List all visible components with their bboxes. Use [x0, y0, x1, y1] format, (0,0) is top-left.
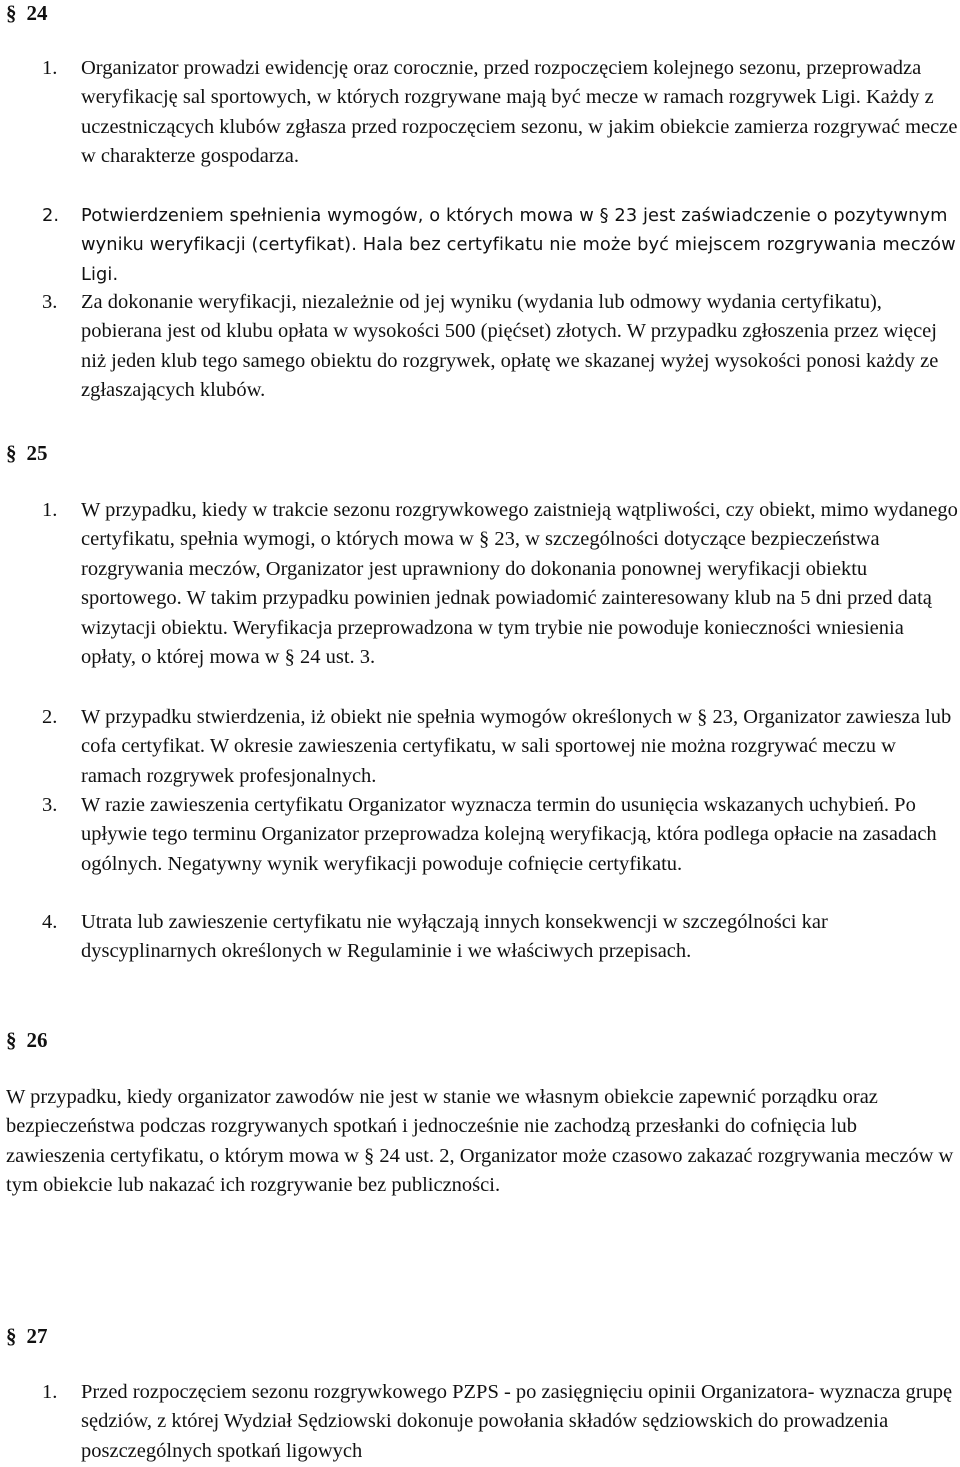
item-text: W razie zawieszenia certyfikatu Organizator wyznacza termin do usunięcia wskazanych uchybień. Po upływie tego terminu Organizator przeprowadza kolejną weryfikacją, która podlega opłacie na zasadach ogólnych. Negatywny wynik weryfikacji powoduje cofnięcie certyfikatu. — [81, 794, 937, 875]
section-symbol: § — [6, 1324, 17, 1348]
item-text: Utrata lub zawieszenie certyfikatu nie wyłączają innych konsekwencji w szczególności kar dyscyplinarnych określonych w Regulaminie i we właściwych przepisach. — [81, 911, 828, 963]
item-text: Organizator prowadzi ewidencję oraz corocznie, przed rozpoczęciem kolejnego sezonu, przeprowadza weryfikację sal sportowych, w których rozgrywane mają być mecze w ramach rozgrywek Ligi. Każdy z uczestniczących klubów zgłasza przed rozpoczęciem sezonu, w jakim obiekcie zamierza rozgrywać mecze w charakterze gospodarza. — [81, 57, 958, 168]
section-25-heading — [6, 440, 48, 466]
section-24-item-3 — [42, 288, 958, 406]
section-26-text: W przypadku, kiedy organizator zawodów nie jest w stanie we własnym obiekcie zapewnić porządku oraz bezpieczeństwa podczas rozgrywanych spotkań i jednocześnie nie zachodzą przesłanki do cofnięcia lub zawieszenia certyfikatu, o którym mowa w § 24 ust. 2, Organizator może czasowo zakazać rozgrywania meczów w tym obiekcie lub nakazać ich rozgrywanie bez publiczności. — [6, 1086, 954, 1197]
item-text: Potwierdzeniem spełnienia wymogów, o których mowa w § 23 jest zaświadczenie o pozytywnym wyniku weryfikacji (certyfikat). Hala bez certyfikatu nie może być miejscem rozgrywania meczów Ligi. — [81, 205, 956, 285]
section-25-item-2 — [42, 703, 958, 791]
item-number: 2. — [42, 205, 60, 226]
item-text: Za dokonanie weryfikacji, niezależnie od jej wyniku (wydania lub odmowy wydania certyfikatu), pobierana jest od klubu opłata w wysokości 500 (pięćset) złotych. W przypadku zgłoszenia przez więcej niż jeden klub tego samego obiektu do rozgrywek, opłatę we skazanej wyżej wysokości ponosi każdy ze zgłaszających klubów. — [81, 291, 939, 402]
section-24-heading — [6, 0, 48, 26]
section-27-item-1 — [42, 1378, 958, 1466]
section-25-item-3 — [42, 791, 958, 879]
item-number: 2. — [42, 706, 58, 728]
item-number: 1. — [42, 499, 58, 521]
item-number: 4. — [42, 911, 58, 933]
section-24-item-1 — [42, 54, 958, 172]
item-text: W przypadku stwierdzenia, iż obiekt nie spełnia wymogów określonych w § 23, Organizator zawiesza lub cofa certyfikat. W okresie zawieszenia certyfikatu, w sali sportowej nie można rozgrywać meczu w ramach rozgrywek profesjonalnych. — [81, 706, 952, 787]
section-number: 25 — [26, 441, 48, 465]
section-number: 24 — [26, 1, 48, 25]
section-25-item-4 — [42, 908, 958, 967]
item-text: W przypadku, kiedy w trakcie sezonu rozgrywkowego zaistnieją wątpliwości, czy obiekt, mimo wydanego certyfikatu, spełnia wymogi, o których mowa w § 23, w szczególności dotyczące bezpieczeństwa rozgrywania meczów, Organizator jest uprawniony do dokonania ponownej weryfikacji obiektu sportowego. W takim przypadku powinien jednak powiadomić zainteresowany klub na 5 dni przed datą wizytacji obiektu. Weryfikacja przeprowadzona w tym trybie nie powoduje konieczności wniesienia opłaty, o której mowa w § 24 ust. 3. — [81, 499, 958, 669]
item-number: 3. — [42, 794, 58, 816]
item-number: 1. — [42, 1381, 58, 1403]
section-24-item-2 — [42, 201, 958, 289]
section-symbol: § — [6, 1, 17, 25]
section-27-heading — [6, 1323, 48, 1349]
section-25-item-1 — [42, 496, 958, 672]
section-symbol: § — [6, 1028, 17, 1052]
section-symbol: § — [6, 441, 17, 465]
section-26-heading — [6, 1027, 48, 1053]
item-number: 1. — [42, 57, 58, 79]
section-number: 27 — [26, 1324, 48, 1348]
section-number: 26 — [26, 1028, 48, 1052]
item-text: Przed rozpoczęciem sezonu rozgrywkowego PZPS - po zasięgnięciu opinii Organizatora- wyznacza grupę sędziów, z której Wydział Sędziowski dokonuje powołania składów sędziowskich do prowadzenia poszczególnych spotkań ligowych — [81, 1381, 953, 1462]
item-number: 3. — [42, 291, 58, 313]
